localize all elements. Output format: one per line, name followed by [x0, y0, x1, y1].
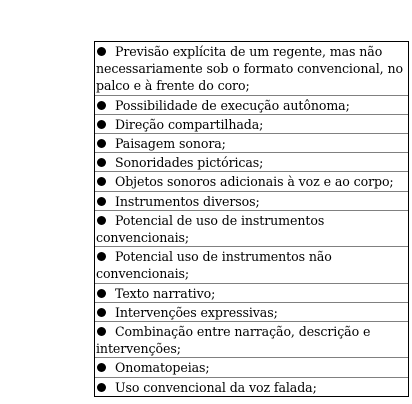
bullet-icon: [97, 216, 106, 225]
table-row: [95, 134, 408, 153]
row-text: Uso convencional da voz falada;: [115, 379, 317, 395]
bullet-icon: [97, 289, 106, 298]
table-row: [95, 378, 408, 397]
row-text: Potencial de uso de instrumentos convencionais;: [96, 212, 325, 246]
row-text: Previsão explícita de um regente, mas não necessariamente sob o formato convencional, no palco e à frente do coro;: [96, 44, 403, 94]
bullet-icon: [97, 177, 106, 186]
row-text: Direção compartilhada;: [115, 116, 264, 132]
bullet-icon: [97, 383, 106, 392]
row-text: Sonoridades pictóricas;: [115, 155, 264, 171]
criteria-table: [94, 41, 409, 397]
table-row: [95, 96, 408, 115]
table-row: [95, 322, 408, 358]
table-row: [95, 42, 408, 96]
table-row: [95, 303, 408, 322]
bullet-icon: [97, 101, 106, 110]
table-row: [95, 284, 408, 303]
row-text: Combinação entre narração, descrição e intervenções;: [96, 324, 371, 357]
bullet-icon: [97, 327, 106, 336]
row-text: Possibilidade de execução autônoma;: [115, 97, 350, 113]
bullet-icon: [97, 139, 106, 148]
bullet-icon: [97, 363, 106, 372]
bullet-icon: [97, 158, 106, 167]
table-row: [95, 153, 408, 172]
bullet-icon: [97, 120, 106, 129]
table-row: [95, 115, 408, 134]
bullet-icon: [97, 197, 106, 206]
bullet-icon: [97, 252, 106, 261]
table-row: [95, 211, 408, 247]
row-text: Paisagem sonora;: [115, 136, 226, 152]
row-text: Intervenções expressivas;: [115, 304, 278, 320]
row-text: Potencial uso de instrumentos não convencionais;: [96, 249, 332, 282]
row-text: Objetos sonoros adicionais à voz e ao corpo;: [115, 174, 394, 190]
table-row: [95, 247, 408, 283]
bullet-icon: [97, 308, 106, 317]
table-row: [95, 192, 408, 211]
table-row: [95, 358, 408, 377]
bullet-icon: [97, 47, 106, 56]
row-text: Onomatopeias;: [115, 360, 210, 376]
row-text: Texto narrativo;: [115, 285, 216, 301]
table-row: [95, 172, 408, 191]
row-text: Instrumentos diversos;: [115, 193, 260, 209]
